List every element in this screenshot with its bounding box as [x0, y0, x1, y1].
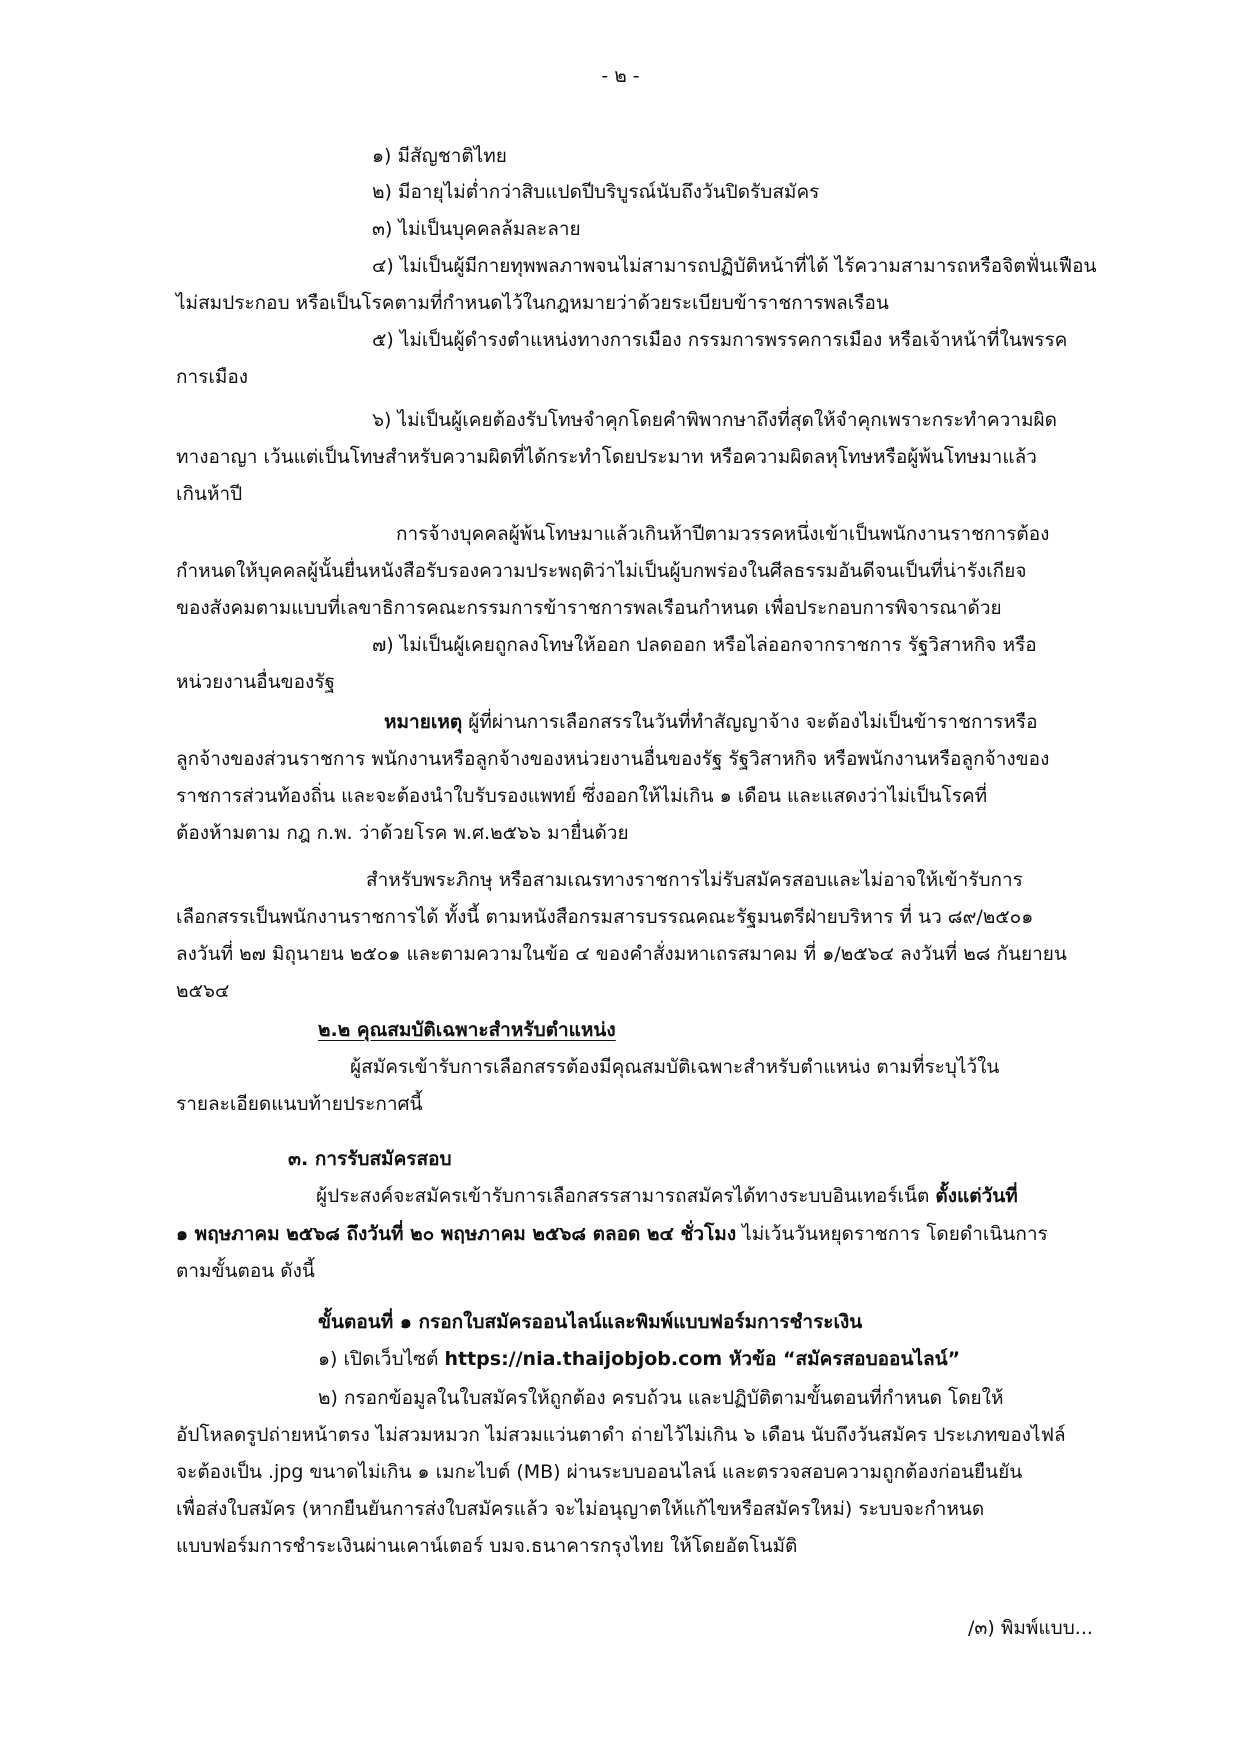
section-3-line-3: ตามขั้นตอน ดังนี้	[176, 1260, 315, 1282]
section-3-line-2-text: ไม่เว้นวันหยุดราชการ โดยดำเนินการ	[736, 1223, 1048, 1245]
qualification-6-line-3: เกินห้าปี	[176, 483, 243, 505]
qualification-7-line-2: หน่วยงานอื่นของรัฐ	[176, 671, 336, 693]
step-1-item-2-line-3: จะต้องเป็น .jpg ขนาดไม่เกิน ๑ เมกะไบต์ (MB) ผ่านระบบออนไลน์ และตรวจสอบความถูกต้องก่อนยืนยัน	[176, 1461, 1023, 1483]
qualification-5-line-1: ๕) ไม่เป็นผู้ดำรงตำแหน่งทางการเมือง กรรมการพรรคการเมือง หรือเจ้าหน้าที่ในพรรค	[372, 329, 1068, 351]
qualification-1: ๑) มีสัญชาติไทย	[372, 145, 507, 167]
section-2-2-line-2: รายละเอียดแนบท้ายประกาศนี้	[176, 1093, 423, 1115]
section-3-start-date-label: ตั้งแต่วันที่	[935, 1185, 1018, 1207]
qualification-4-line-2: ไม่สมประกอบ หรือเป็นโรคตามที่กำหนดไว้ในกฎหมายว่าด้วยระเบียบข้าราชการพลเรือน	[176, 292, 889, 314]
section-3-line-1	[316, 1182, 1018, 1210]
step-1-item-1-text: ๑) เปิดเว็บไซต์	[318, 1348, 445, 1370]
hiring-paragraph-line-3: ของสังคมตามแบบที่เลขาธิการคณะกรรมการข้าราชการพลเรือนกำหนด เพื่อประกอบการพิจารณาด้วย	[176, 597, 1002, 619]
section-3-line-1-text: ผู้ประสงค์จะสมัครเข้ารับการเลือกสรรสามารถสมัครได้ทางระบบอินเทอร์เน็ต	[316, 1185, 936, 1207]
hiring-paragraph-line-1: การจ้างบุคคลผู้พ้นโทษมาแล้วเกินห้าปีตามวรรคหนึ่งเข้าเป็นพนักงานราชการต้อง	[396, 523, 1050, 545]
section-3-heading: ๓. การรับสมัครสอบ	[288, 1148, 452, 1170]
qualification-6-line-1: ๖) ไม่เป็นผู้เคยต้องรับโทษจำคุกโดยคำพิพากษาถึงที่สุดให้จำคุกเพราะกระทำความผิด	[372, 409, 1057, 431]
monks-paragraph-line-4: ๒๕๖๔	[176, 980, 230, 1002]
step-1-item-1	[318, 1345, 960, 1373]
hiring-paragraph-line-2: กำหนดให้บุคคลผู้นั้นยื่นหนังสือรับรองความประพฤติว่าไม่เป็นผู้บกพร่องในศีลธรรมอันดีจนเป็นที่น่ารังเกียจ	[176, 560, 1027, 582]
section-3-line-2	[176, 1220, 1048, 1248]
note-line-2: ลูกจ้างของส่วนราชการ พนักงานหรือลูกจ้างของหน่วยงานอื่นของรัฐ รัฐวิสาหกิจ หรือพนักงานหรือลูกจ้างของ	[176, 748, 1050, 770]
qualification-4-line-1: ๔) ไม่เป็นผู้มีกายทุพพลภาพจนไม่สามารถปฏิบัติหน้าที่ได้ ไร้ความสามารถหรือจิตฟั่นเฟือน	[372, 255, 1097, 277]
note-line-3: ราชการส่วนท้องถิ่น และจะต้องนำใบรับรองแพทย์ ซึ่งออกให้ไม่เกิน ๑ เดือน และแสดงว่าไม่เป็นโรคที่	[176, 785, 988, 807]
monks-paragraph-line-1: สำหรับพระภิกษุ หรือสามเณรทางราชการไม่รับสมัครสอบและไม่อาจให้เข้ารับการ	[366, 869, 1023, 891]
note-line-4: ต้องห้ามตาม กฎ ก.พ. ว่าด้วยโรค พ.ศ.๒๕๖๖ มายื่นด้วย	[176, 822, 629, 844]
page-number: - ๒ -	[601, 65, 640, 87]
application-website-link: https://nia.thaijobjob.com หัวข้อ “สมัครสอบออนไลน์”	[444, 1348, 961, 1370]
step-1-item-2-line-1: ๒) กรอกข้อมูลในใบสมัครให้ถูกต้อง ครบถ้วน และปฏิบัติตามขั้นตอนที่กำหนด โดยให้	[318, 1387, 1004, 1409]
note-text: ผู้ที่ผ่านการเลือกสรรในวันที่ทำสัญญาจ้าง จะต้องไม่เป็นข้าราชการหรือ	[462, 711, 1038, 733]
qualification-2: ๒) มีอายุไม่ต่ำกว่าสิบแปดปีบริบูรณ์นับถึงวันปิดรับสมัคร	[372, 181, 820, 203]
step-1-item-2-line-5: แบบฟอร์มการชำระเงินผ่านเคาน์เตอร์ บมจ.ธนาคารกรุงไทย ให้โดยอัตโนมัติ	[176, 1535, 798, 1557]
qualification-5-line-2: การเมือง	[176, 366, 249, 388]
section-3-date-range: ๑ พฤษภาคม ๒๕๖๘ ถึงวันที่ ๒๐ พฤษภาคม ๒๕๖๘ ตลอด ๒๔ ชั่วโมง	[176, 1223, 737, 1245]
monks-paragraph-line-3: ลงวันที่ ๒๗ มิถุนายน ๒๕๐๑ และตามความในข้อ ๔ ของคำสั่งมหาเถรสมาคม ที่ ๑/๒๕๖๔ ลงวันที่ ๒๘ กันยายน	[176, 943, 1067, 965]
qualification-6-line-2: ทางอาญา เว้นแต่เป็นโทษสำหรับความผิดที่ได้กระทำโดยประมาท หรือความผิดลหุโทษหรือผู้พ้นโทษมาแล้ว	[176, 446, 1037, 468]
note-line-1	[384, 708, 1037, 736]
section-2-2-heading: ๒.๒ คุณสมบัติเฉพาะสำหรับตำแหน่ง	[318, 1019, 616, 1041]
step-1-item-2-line-4: เพื่อส่งใบสมัคร (หากยืนยันการส่งใบสมัครแล้ว จะไม่อนุญาตให้แก้ไขหรือสมัครใหม่) ระบบจะกำหนด	[176, 1498, 985, 1520]
qualification-7-line-1: ๗) ไม่เป็นผู้เคยถูกลงโทษให้ออก ปลดออก หรือไล่ออกจากราชการ รัฐวิสาหกิจ หรือ	[372, 634, 1037, 656]
continuation-note: /๓) พิมพ์แบบ...	[968, 1617, 1093, 1639]
note-label: หมายเหตุ	[384, 711, 463, 733]
qualification-3: ๓) ไม่เป็นบุคคลล้มละลาย	[372, 218, 581, 240]
section-2-2-line-1: ผู้สมัครเข้ารับการเลือกสรรต้องมีคุณสมบัติเฉพาะสำหรับตำแหน่ง ตามที่ระบุไว้ใน	[350, 1056, 1000, 1078]
monks-paragraph-line-2: เลือกสรรเป็นพนักงานราชการได้ ทั้งนี้ ตามหนังสือกรมสารบรรณคณะรัฐมนตรีฝ่ายบริหาร ที่ นว ๘๙/๒๕๐๑	[176, 906, 1034, 928]
step-1-item-2-line-2: อัปโหลดรูปถ่ายหน้าตรง ไม่สวมหมวก ไม่สวมแว่นตาดำ ถ่ายไว้ไม่เกิน ๖ เดือน นับถึงวันสมัคร ประเภทของไฟล์	[176, 1424, 1066, 1446]
step-1-heading: ขั้นตอนที่ ๑ กรอกใบสมัครออนไลน์และพิมพ์แบบฟอร์มการชำระเงิน	[318, 1311, 863, 1333]
